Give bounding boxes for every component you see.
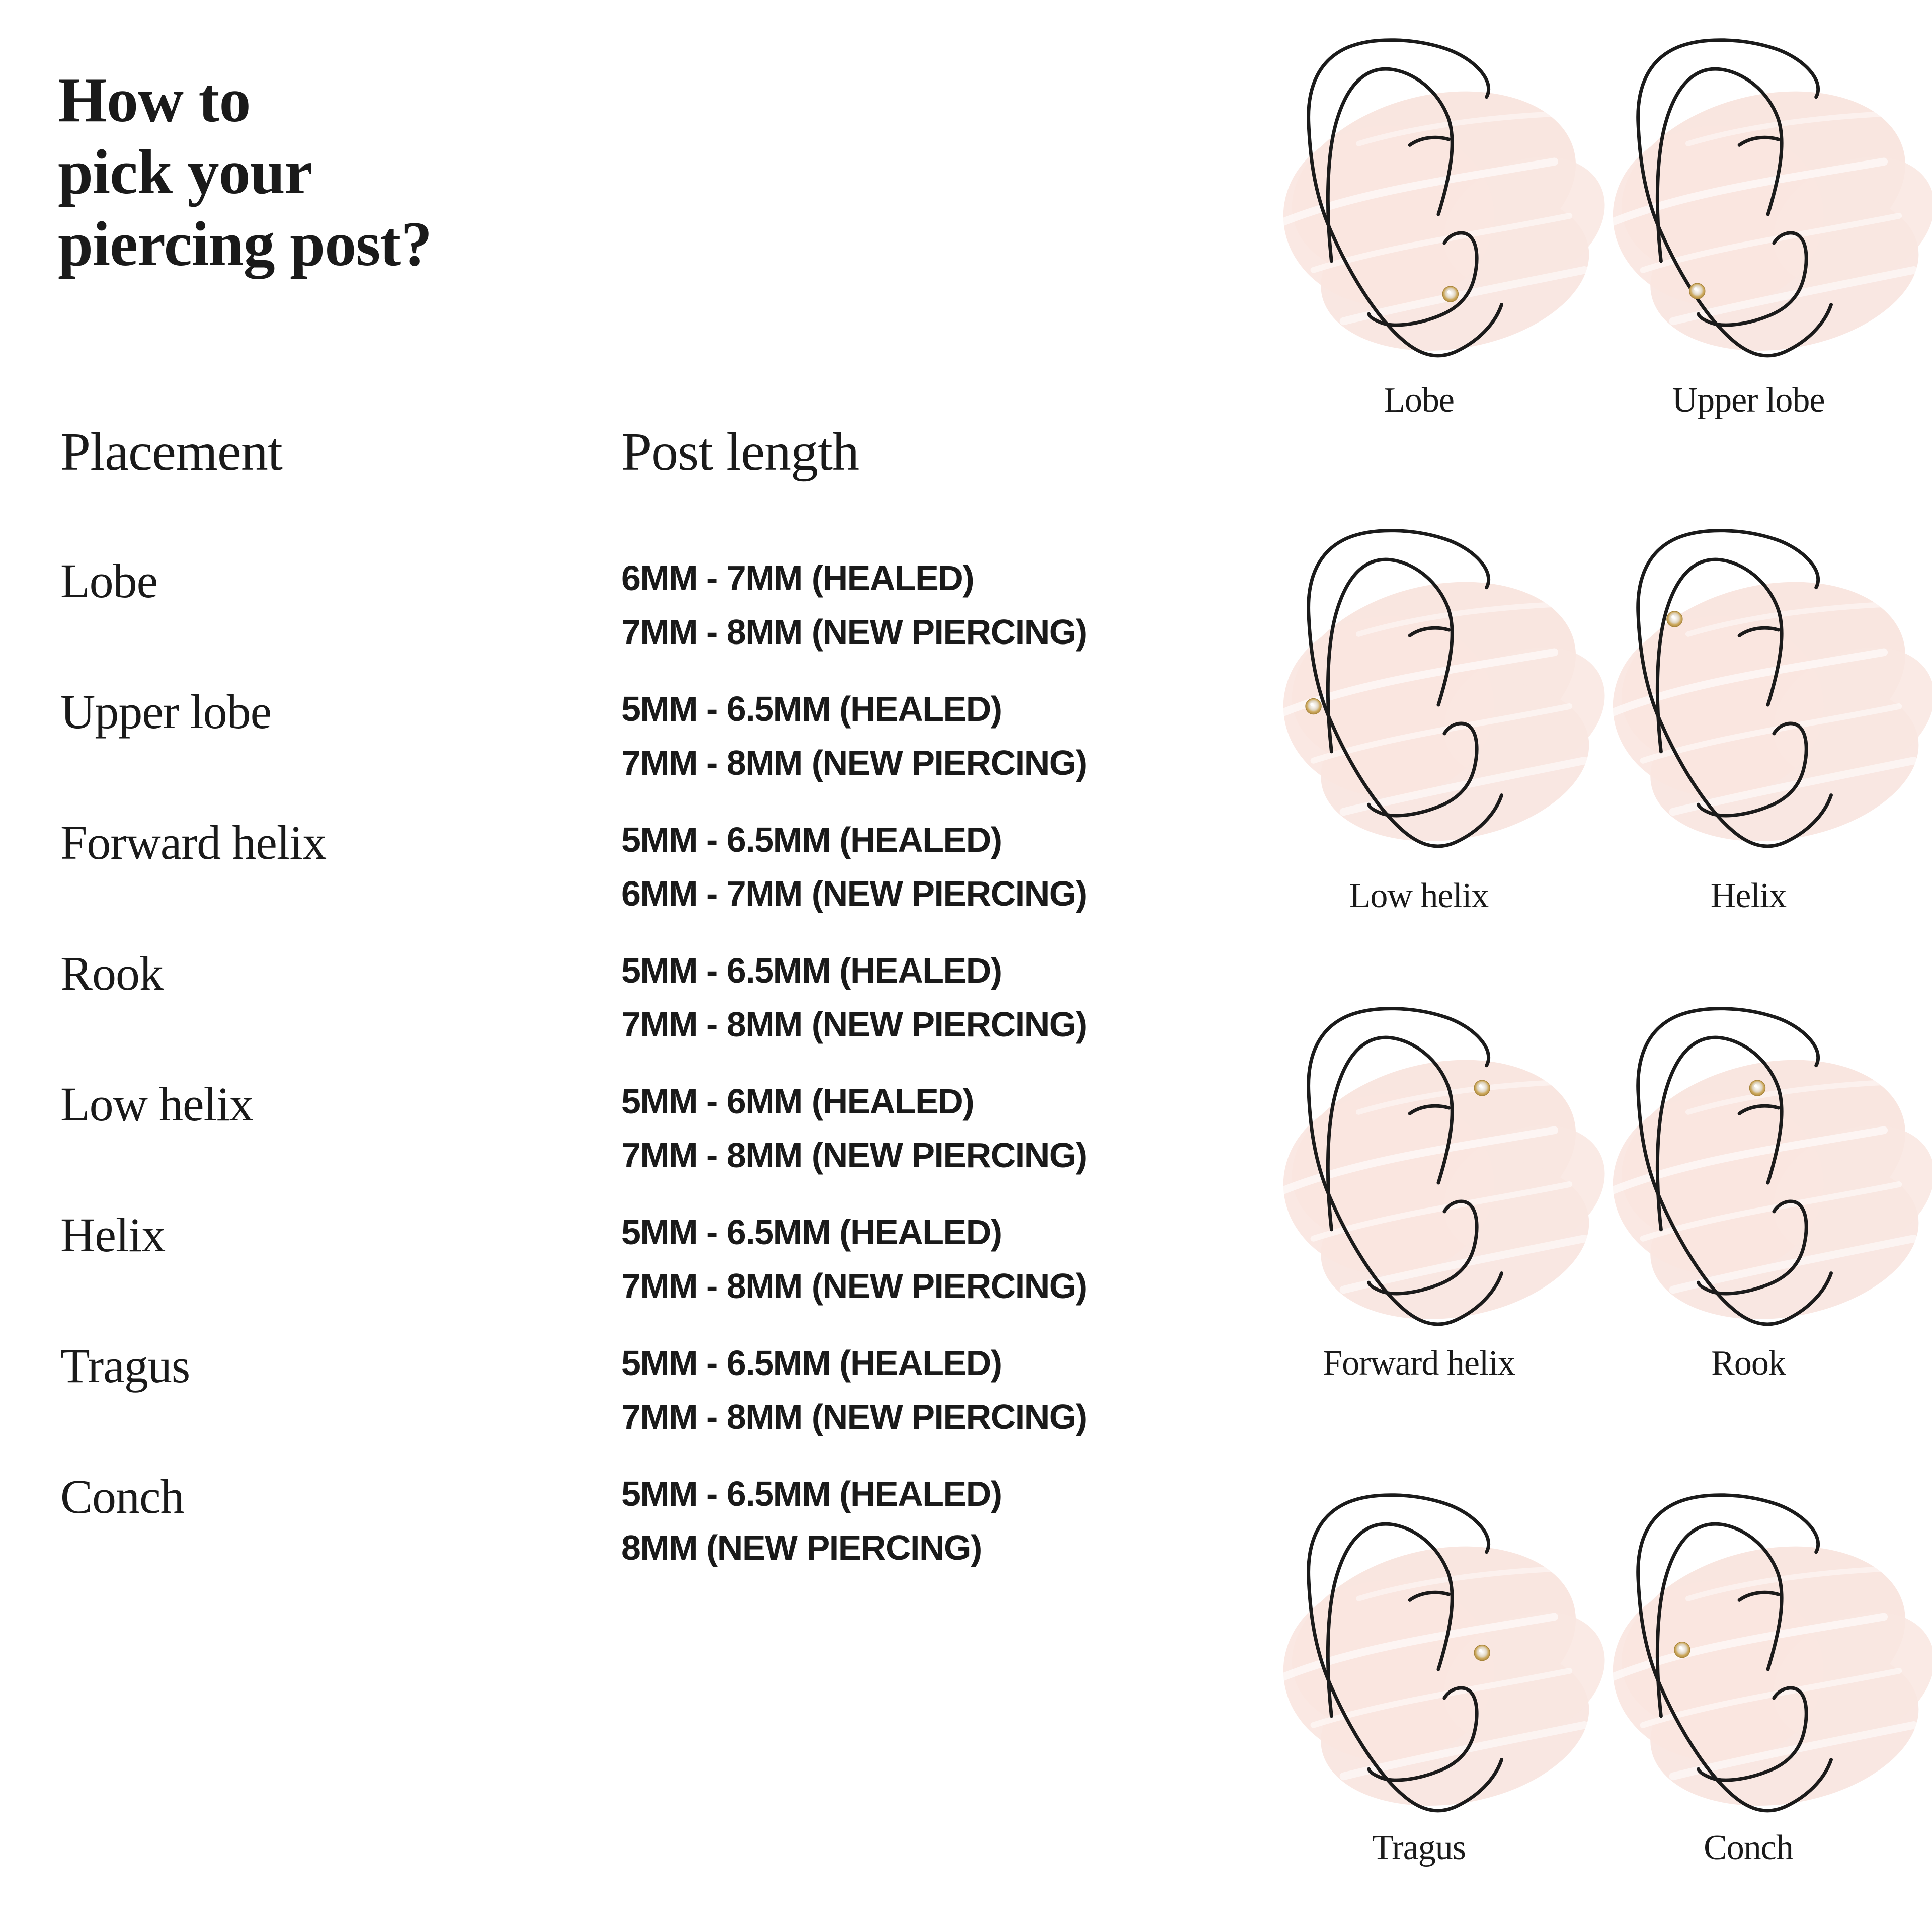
watercolor-wash	[1601, 1518, 1932, 1826]
ear-figure-conch	[1597, 1490, 1899, 1873]
ear-figure-low-helix	[1268, 526, 1570, 908]
post-length-new-upper-lobe: 7MM - 8MM (NEW PIERCING)	[621, 743, 1087, 782]
ear-illustration-lobe	[1268, 35, 1570, 418]
post-length-healed-tragus: 5MM - 6.5MM (HEALED)	[621, 1343, 1002, 1383]
ear-caption-rook: Rook	[1711, 1344, 1786, 1383]
page-title	[58, 64, 432, 280]
post-length-new-lobe: 7MM - 8MM (NEW PIERCING)	[621, 612, 1087, 652]
title-line-1: How to	[58, 65, 251, 135]
title-line-2: pick your	[58, 137, 312, 207]
placement-label-low-helix: Low helix	[60, 1077, 253, 1131]
placement-label-forward-helix: Forward helix	[60, 816, 327, 869]
ear-figure-rook	[1597, 1004, 1899, 1386]
ear-figure-forward-helix	[1268, 1004, 1570, 1386]
post-length-healed-upper-lobe: 5MM - 6.5MM (HEALED)	[621, 689, 1002, 729]
post-length-new-forward-helix: 6MM - 7MM (NEW PIERCING)	[621, 874, 1087, 913]
stud-marker-forward-helix	[1474, 1080, 1490, 1096]
ear-illustration-conch	[1597, 1490, 1899, 1873]
placement-label-tragus: Tragus	[60, 1339, 190, 1393]
stud-marker-lobe	[1442, 286, 1458, 302]
ear-illustration-tragus	[1268, 1490, 1570, 1873]
post-length-new-helix: 7MM - 8MM (NEW PIERCING)	[621, 1266, 1087, 1306]
stud-marker-tragus	[1474, 1645, 1490, 1661]
stud-marker-helix	[1667, 611, 1682, 627]
ear-caption-helix: Helix	[1710, 876, 1787, 915]
ear-illustration-upper-lobe	[1597, 35, 1899, 418]
stud-marker-conch	[1674, 1642, 1690, 1658]
ear-caption-forward-helix: Forward helix	[1323, 1344, 1515, 1383]
watercolor-wash	[1601, 63, 1932, 371]
placement-label-helix: Helix	[60, 1208, 166, 1262]
title-line-3: piercing post?	[58, 209, 432, 279]
placement-label-upper-lobe: Upper lobe	[60, 685, 272, 739]
post-length-healed-conch: 5MM - 6.5MM (HEALED)	[621, 1474, 1002, 1513]
ear-figure-lobe	[1268, 35, 1570, 418]
ear-illustration-rook	[1597, 1004, 1899, 1386]
ear-figure-upper-lobe	[1597, 35, 1899, 418]
post-length-new-tragus: 7MM - 8MM (NEW PIERCING)	[621, 1397, 1087, 1436]
stud-marker-low-helix	[1306, 698, 1321, 714]
post-length-healed-rook: 5MM - 6.5MM (HEALED)	[621, 951, 1002, 990]
stud-marker-rook	[1749, 1080, 1765, 1096]
ear-illustration-low-helix	[1268, 526, 1570, 908]
ear-caption-conch: Conch	[1704, 1828, 1793, 1867]
ear-caption-tragus: Tragus	[1372, 1828, 1466, 1867]
ear-illustration-helix	[1597, 526, 1899, 908]
post-length-new-rook: 7MM - 8MM (NEW PIERCING)	[621, 1005, 1087, 1044]
ear-caption-upper-lobe: Upper lobe	[1672, 381, 1825, 420]
post-length-healed-low-helix: 5MM - 6MM (HEALED)	[621, 1082, 974, 1121]
ear-figure-tragus	[1268, 1490, 1570, 1873]
placement-column-header: Placement	[60, 422, 282, 482]
watercolor-wash	[1601, 1032, 1932, 1339]
post-length-healed-lobe: 6MM - 7MM (HEALED)	[621, 558, 974, 598]
post-length-new-conch: 8MM (NEW PIERCING)	[621, 1528, 982, 1567]
placement-label-conch: Conch	[60, 1470, 184, 1523]
stud-marker-upper-lobe	[1689, 283, 1705, 299]
ear-caption-low-helix: Low helix	[1349, 876, 1489, 915]
ear-figure-helix	[1597, 526, 1899, 908]
placement-label-rook: Rook	[60, 946, 164, 1000]
post-length-column-header: Post length	[621, 422, 859, 482]
post-length-healed-forward-helix: 5MM - 6.5MM (HEALED)	[621, 820, 1002, 859]
placement-label-lobe: Lobe	[60, 554, 158, 608]
ear-illustration-forward-helix	[1268, 1004, 1570, 1386]
ear-caption-lobe: Lobe	[1384, 381, 1454, 420]
post-length-new-low-helix: 7MM - 8MM (NEW PIERCING)	[621, 1136, 1087, 1175]
post-length-healed-helix: 5MM - 6.5MM (HEALED)	[621, 1213, 1002, 1252]
watercolor-wash	[1601, 554, 1932, 861]
